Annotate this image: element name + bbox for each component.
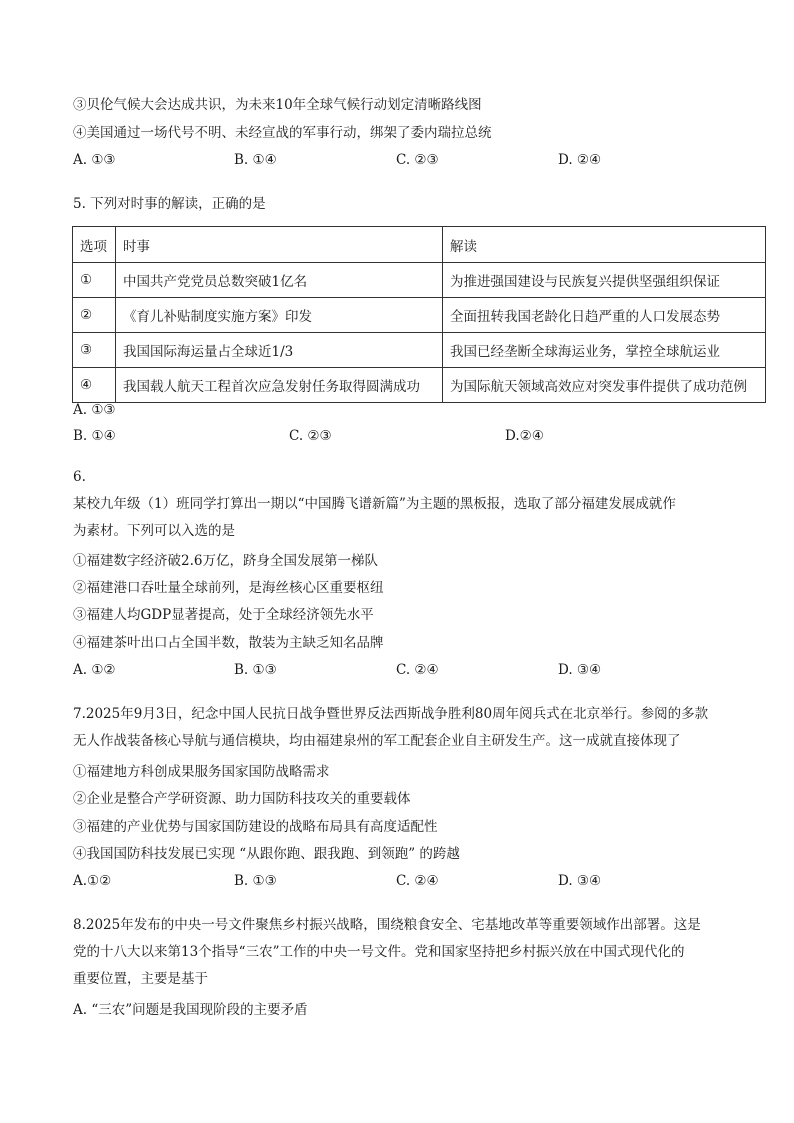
q8-stem-line-3: 重要位置，主要是基于 [73,971,208,987]
table-cell-interpretation: 我国已经垄断全球海运业务，掌控全球航运业 [443,333,766,368]
q6-option-d[interactable]: D. ③④ [558,662,602,678]
q7-option-b[interactable]: B. ①③ [234,873,277,889]
q4-option-c[interactable]: C. ②③ [396,152,439,168]
q7-item-4: ④我国国防科技发展已实现 “从跟你跑、跟我跑、到领跑” 的跨越 [73,846,460,862]
q6-option-a[interactable]: A. ①② [73,662,116,678]
q4-option-b[interactable]: B. ①④ [234,152,277,168]
q7-option-a[interactable]: A.①② [73,873,112,889]
table-cell-option: ④ [73,368,116,403]
table-cell-event: 《育儿补贴制度实施方案》印发 [116,298,443,333]
table-header-row [73,227,766,263]
q4-option-a[interactable]: A. ①③ [73,152,116,168]
table-row [73,263,766,298]
table-header-cell: 时事 [116,227,443,263]
table-header-cell: 解读 [443,227,766,263]
q7-option-c[interactable]: C. ②④ [396,873,439,889]
q5-stem: 5. 下列对时事的解读，正确的是 [73,196,266,212]
q8-option-a[interactable]: A. “三农”问题是我国现阶段的主要矛盾 [73,1002,308,1018]
q7-stem-line-2: 无人作战装备核心导航与通信模块，均由福建泉州的军工配套企业自主研发生产。这一成就直接体现了 [73,733,681,749]
q5-option-a[interactable]: A. ①③ [73,402,116,418]
table-cell-event: 我国国际海运量占全球近1/3 [116,333,443,368]
q4-item-4: ④美国通过一场代号不明、未经宣战的军事行动，绑架了委内瑞拉总统 [73,125,492,141]
q6-stem-line-1: 某校九年级（1）班同学打算出一期以“中国腾飞谱新篇”为主题的黑板报，选取了部分福建发展成就作 [73,496,676,512]
q6-stem-line-2: 为素材。下列可以入选的是 [73,523,235,539]
q7-item-3: ③福建的产业优势与国家国防建设的战略布局具有高度适配性 [73,819,438,835]
table-row [73,368,766,403]
table-row [73,333,766,368]
q7-item-2: ②企业是整合产学研资源、助力国防科技攻关的重要载体 [73,791,411,807]
table-row [73,298,766,333]
table-cell-option: ③ [73,333,116,368]
q6-item-1: ①福建数字经济破2.6万亿，跻身全国发展第一梯队 [73,553,378,569]
table-cell-option: ① [73,263,116,298]
table-header-cell: 选项 [73,227,116,263]
q5-option-b[interactable]: B. ①④ [73,428,116,444]
q6-item-2: ②福建港口吞吐量全球前列，是海丝核心区重要枢纽 [73,580,384,596]
q5-option-d[interactable]: D.②④ [505,428,544,444]
q7-item-1: ①福建地方科创成果服务国家国防战略需求 [73,764,330,780]
q5-table [72,226,766,403]
q6-item-4: ④福建茶叶出口占全国半数，散装为主缺乏知名品牌 [73,635,384,651]
q4-item-3: ③贝伦气候大会达成共识，为未来10年全球气候行动划定清晰路线图 [73,97,482,113]
q6-item-3: ③福建人均GDP显著提高，处于全球经济领先水平 [73,607,374,623]
table-cell-interpretation: 全面扭转我国老龄化日趋严重的人口发展态势 [443,298,766,333]
q4-option-d[interactable]: D. ②④ [558,152,602,168]
q8-stem-line-1: 8.2025年发布的中央一号文件聚焦乡村振兴战略，围绕粮食安全、宅基地改革等重要领域作出部署。这是 [73,917,701,933]
table-cell-interpretation: 为推进强国建设与民族复兴提供坚强组织保证 [443,263,766,298]
table-cell-option: ② [73,298,116,333]
table-cell-event: 中国共产党党员总数突破1亿名 [116,263,443,298]
table-cell-event: 我国载人航天工程首次应急发射任务取得圆满成功 [116,368,443,403]
q6-option-b[interactable]: B. ①③ [234,662,277,678]
table-cell-interpretation: 为国际航天领域高效应对突发事件提供了成功范例 [443,368,766,403]
q6-option-c[interactable]: C. ②④ [396,662,439,678]
q5-option-c[interactable]: C. ②③ [289,428,332,444]
q7-stem-line-1: 7.2025年9月3日，纪念中国人民抗日战争暨世界反法西斯战争胜利80周年阅兵式在北京举行。参阅的多款 [73,706,709,722]
q7-option-d[interactable]: D. ③④ [558,873,602,889]
q8-stem-line-2: 党的十八大以来第13个指导“三农”工作的中央一号文件。党和国家坚持把乡村振兴放在中国式现代化的 [73,944,685,960]
q6-number: 6. [73,469,86,485]
